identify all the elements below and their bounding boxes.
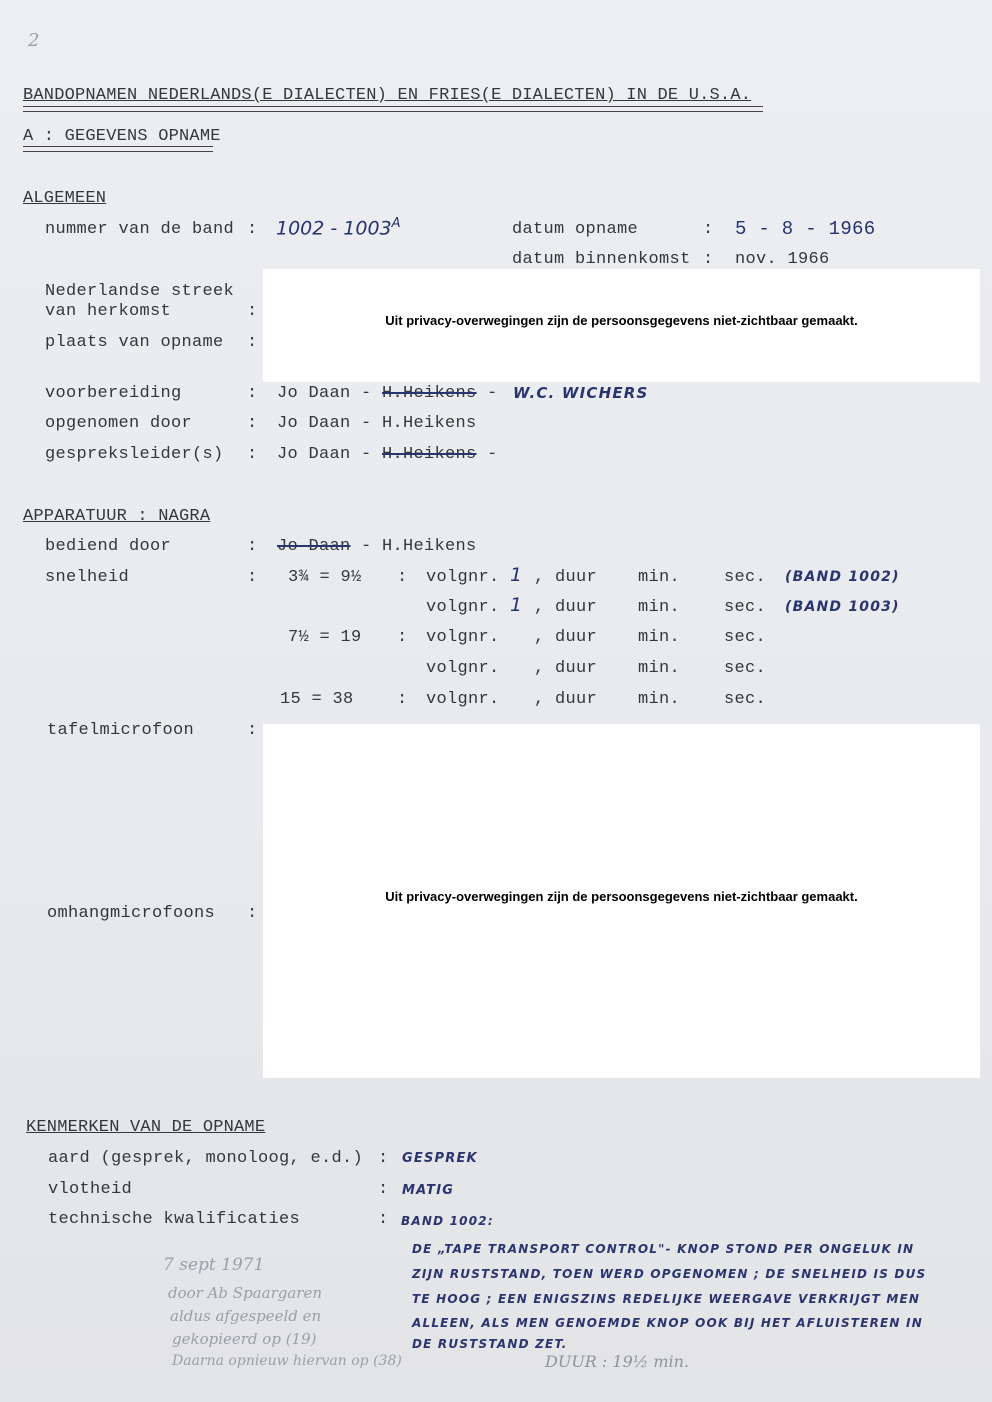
tech-line-0: BAND 1002: xyxy=(401,1214,494,1228)
volgnr-label: volgnr. xyxy=(426,598,500,617)
datum-opname-value: 5 - 8 - 1966 xyxy=(735,218,876,240)
tafelmicrofoon-label: tafelmicrofoon xyxy=(47,721,195,740)
colon: : xyxy=(397,628,408,647)
tech-line-5: DE RUSTSTAND ZET. xyxy=(412,1337,568,1351)
section-a-double-rule xyxy=(23,146,213,152)
nummer-label: nummer van de band xyxy=(45,220,235,239)
row2-volgnr: 1 xyxy=(510,594,523,616)
colon: : xyxy=(247,904,258,923)
tech-label: technische kwalificaties xyxy=(48,1210,301,1229)
colon: : xyxy=(378,1180,389,1199)
plaats-label: plaats van opname xyxy=(45,333,224,352)
sec-label: sec. xyxy=(724,598,767,617)
colon: : xyxy=(247,721,258,740)
colon: : xyxy=(378,1149,389,1168)
colon: : xyxy=(247,445,258,464)
vlotheid-value: MATIG xyxy=(402,1183,455,1198)
duur-label: , duur xyxy=(534,568,598,587)
pencil-note-line-1: 7 sept 1971 xyxy=(163,1255,265,1275)
sec-label: sec. xyxy=(724,659,767,678)
omhangmicrofoons-label: omhangmicrofoons xyxy=(47,904,216,923)
speed-3: 15 = 38 xyxy=(280,690,354,709)
voorbereiding-handwritten: W.C. WICHERS xyxy=(513,384,649,402)
bediend-label: bediend door xyxy=(45,537,172,556)
pencil-note-line-5: Daarna opnieuw hiervan op (38) xyxy=(172,1353,402,1369)
colon: : xyxy=(247,302,258,321)
privacy-notice: Uit privacy-overwegingen zijn de persoonsgegevens niet-zichtbaar gemaakt. xyxy=(385,313,858,328)
streek-label-2: van herkomst xyxy=(45,302,172,321)
datum-binnenkomst-value: nov. 1966 xyxy=(735,250,830,269)
opgenomen-label: opgenomen door xyxy=(45,414,193,433)
section-a-heading: A : GEGEVENS OPNAME xyxy=(23,127,221,146)
colon: : xyxy=(378,1210,389,1229)
speed-1: 3¾ = 9½ xyxy=(288,568,362,587)
colon: : xyxy=(247,333,258,352)
duur-label: , duur xyxy=(534,659,598,678)
min-label: min. xyxy=(638,628,681,647)
title-double-rule xyxy=(23,106,763,112)
voorbereiding-label: voorbereiding xyxy=(45,384,182,403)
privacy-notice: Uit privacy-overwegingen zijn de persoonsgegevens niet-zichtbaar gemaakt. xyxy=(385,888,858,904)
gespreksleider-value: Jo Daan - H.Heikens - xyxy=(277,445,498,464)
volgnr-label: volgnr. xyxy=(426,690,500,709)
row2-note: (BAND 1003) xyxy=(785,599,900,615)
min-label: min. xyxy=(638,598,681,617)
row1-note: (BAND 1002) xyxy=(785,569,900,585)
bediend-value: Jo Daan - H.Heikens xyxy=(277,537,477,556)
duur-label: , duur xyxy=(534,690,598,709)
pencil-note-line-2: door Ab Spaargaren xyxy=(168,1284,322,1302)
tech-line-2: ZIJN RUSTSTAND, TOEN WERD OPGENOMEN ; DE SNELHEID IS DUS xyxy=(412,1267,927,1281)
colon: : xyxy=(703,250,714,269)
sec-label: sec. xyxy=(724,568,767,587)
sec-label: sec. xyxy=(724,628,767,647)
kenmerken-heading: KENMERKEN VAN DE OPNAME xyxy=(26,1118,266,1137)
document-title: BANDOPNAMEN NEDERLANDS(E DIALECTEN) EN FRIES(E DIALECTEN) IN DE U.S.A. xyxy=(23,86,752,105)
volgnr-label: volgnr. xyxy=(426,568,500,587)
privacy-redaction-1 xyxy=(263,269,980,382)
colon: : xyxy=(247,220,258,239)
tech-line-1: DE „TAPE TRANSPORT CONTROL"- KNOP STOND PER ONGELUK IN xyxy=(412,1242,915,1256)
streek-label-1: Nederlandse streek xyxy=(45,282,235,301)
duur-note: DUUR : 19½ min. xyxy=(545,1352,690,1371)
snelheid-label: snelheid xyxy=(45,568,130,587)
colon: : xyxy=(397,568,408,587)
min-label: min. xyxy=(638,659,681,678)
volgnr-label: volgnr. xyxy=(426,659,500,678)
vlotheid-label: vlotheid xyxy=(48,1180,133,1199)
tech-line-3: TE HOOG ; EEN ENIGSZINS REDELIJKE WEERGAVE VERKRIJGT MEN xyxy=(412,1292,921,1306)
sec-label: sec. xyxy=(724,690,767,709)
colon: : xyxy=(247,384,258,403)
min-label: min. xyxy=(638,568,681,587)
apparatuur-heading: APPARATUUR : NAGRA xyxy=(23,507,211,526)
page-mark: 2 xyxy=(28,30,40,51)
duur-label: , duur xyxy=(534,598,598,617)
voorbereiding-value: Jo Daan - H.Heikens - xyxy=(277,384,498,403)
colon: : xyxy=(703,220,714,239)
colon: : xyxy=(247,568,258,587)
aard-label: aard (gesprek, monoloog, e.d.) xyxy=(48,1149,364,1168)
nummer-value: $1002 - 1003^A$ xyxy=(276,216,401,240)
colon: : xyxy=(397,690,408,709)
pencil-note-line-4: gekopieerd op (19) xyxy=(172,1330,317,1348)
speed-2: 7½ = 19 xyxy=(288,628,362,647)
row1-volgnr: 1 xyxy=(510,564,523,586)
colon: : xyxy=(247,414,258,433)
datum-binnenkomst-label: datum binnenkomst xyxy=(512,250,691,269)
opgenomen-value: Jo Daan - H.Heikens xyxy=(277,414,477,433)
tech-line-4: ALLEEN, ALS MEN GENOEMDE KNOP OOK BIJ HET AFLUISTEREN IN xyxy=(412,1316,923,1330)
privacy-redaction-2 xyxy=(263,724,980,1078)
datum-opname-label: datum opname xyxy=(512,220,639,239)
algemeen-heading: ALGEMEEN xyxy=(23,189,107,208)
duur-label: , duur xyxy=(534,628,598,647)
gespreksleider-label: gespreksleider(s) xyxy=(45,445,224,464)
pencil-note-line-3: aldus afgespeeld en xyxy=(170,1307,322,1325)
min-label: min. xyxy=(638,690,681,709)
aard-value: GESPREK xyxy=(402,1151,478,1166)
volgnr-label: volgnr. xyxy=(426,628,500,647)
colon: : xyxy=(247,537,258,556)
